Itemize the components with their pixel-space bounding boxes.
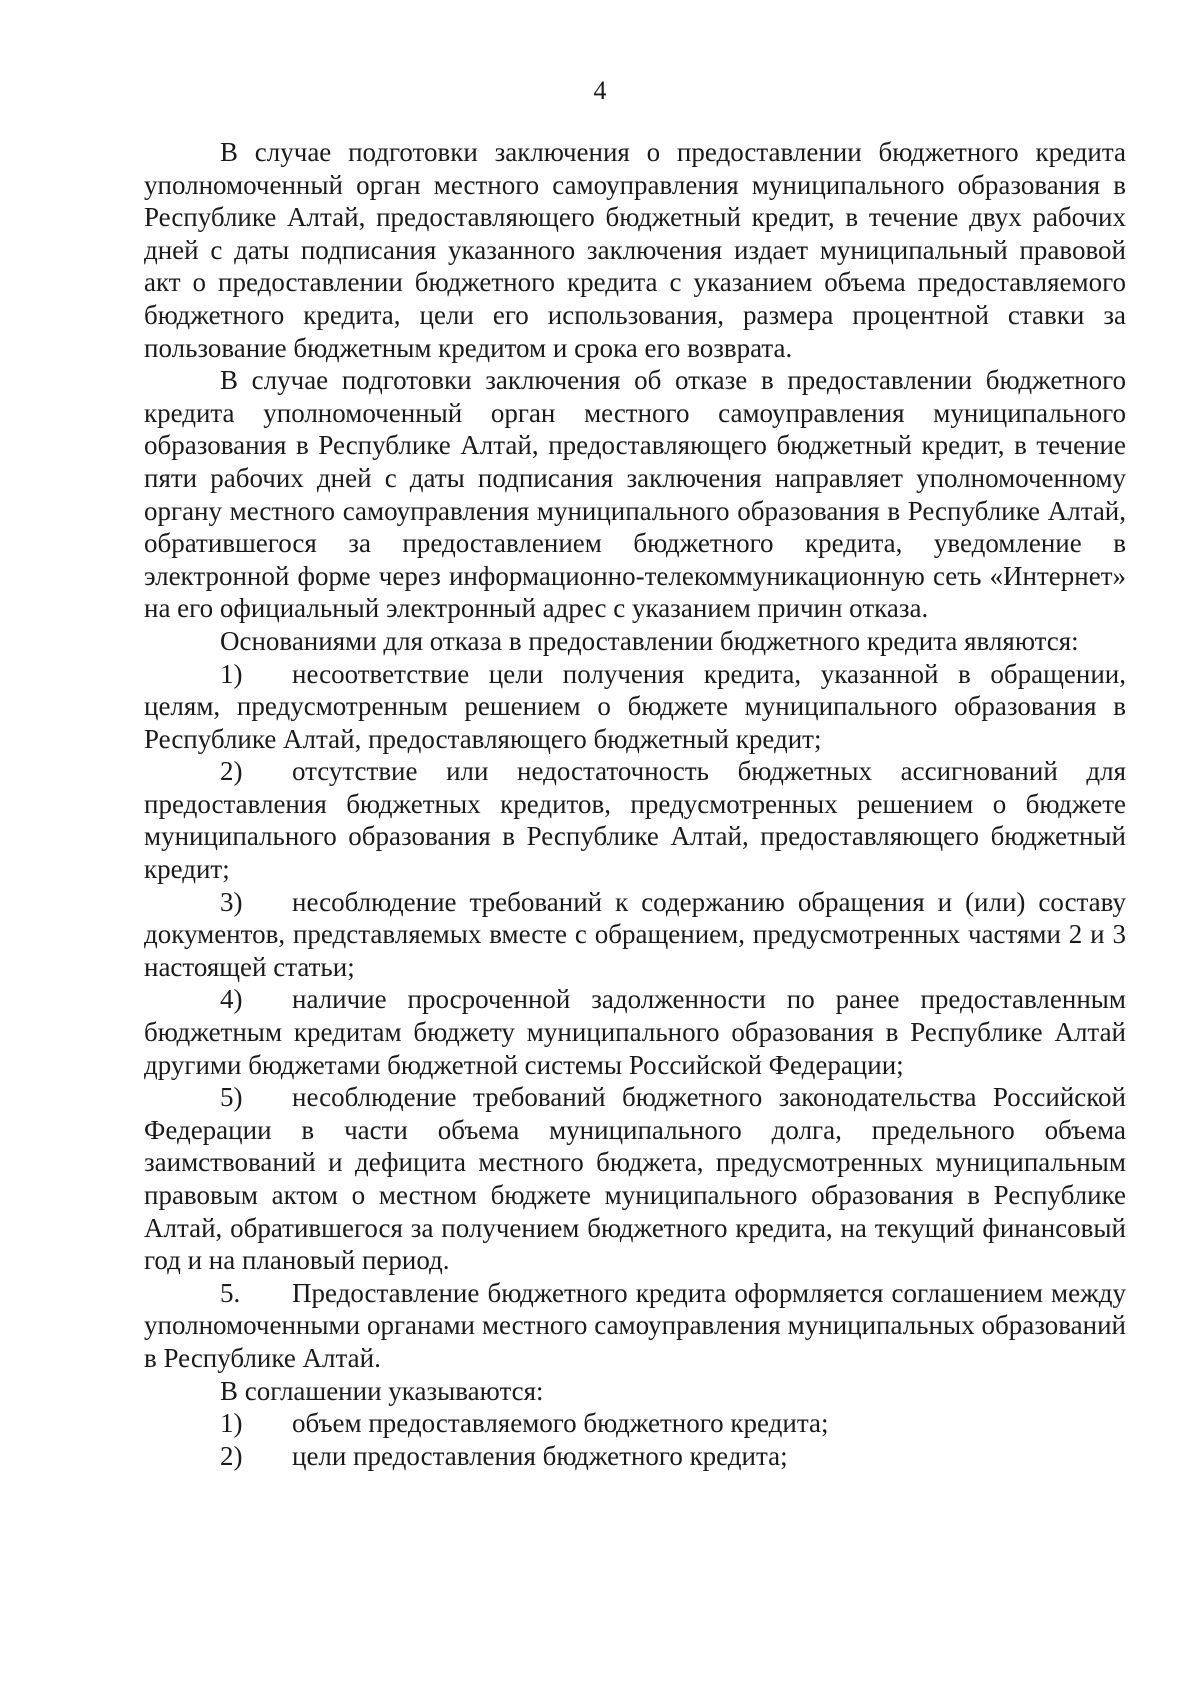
list-item xyxy=(144,983,1126,1081)
paragraph-text: В случае подготовки заключения об отказе в предоставлении бюджетного кредита уполномоченный орган местного самоуправления муниципального образования в Республике Алтай, предоставляющего бюджетный кредит, в течение пяти рабочих дней с даты подписания заключения направляет уполномоченному органу местного самоуправления муниципального образования в Республике Алтай, обратившегося за предоставлением бюджетного кредита, уведомление в электронной форме через информационно-телекоммуникационную сеть «Интернет» на его официальный электронный адрес с указанием причин отказа. xyxy=(144,365,1126,624)
list-item-number: 2) xyxy=(220,756,243,787)
paragraph xyxy=(144,364,1126,625)
list-item-text: несоблюдение требований бюджетного законодательства Российской Федерации в части объема муниципального долга, предельного объема заимствований и дефицита местного бюджета, предусмотренных муниципальным правовым актом о местном бюджете муниципального образования в Республике Алтай, обратившегося за получением бюджетного кредита, на текущий финансовый год и на плановый период. xyxy=(144,1082,1126,1276)
paragraph xyxy=(144,1375,1126,1408)
list-item-number: 2) xyxy=(220,1440,243,1471)
list-item xyxy=(144,1407,1126,1440)
list-item xyxy=(144,1081,1126,1277)
page-number: 4 xyxy=(593,76,607,105)
list-item xyxy=(144,1440,1126,1473)
list-item-text: несоответствие цели получения кредита, указанной в обращении, целям, предусмотренным решением о бюджете муниципального образования в Республике Алтай, предоставляющего бюджетный кредит; xyxy=(144,658,1126,754)
section-number: 5. xyxy=(220,1277,241,1308)
list-item-text: объем предоставляемого бюджетного кредита; xyxy=(292,1408,829,1439)
list-item xyxy=(144,886,1126,984)
list-item-number: 3) xyxy=(220,886,243,917)
paragraph xyxy=(144,625,1126,658)
paragraph-text: В соглашении указываются: xyxy=(220,1375,544,1406)
list-item-number: 1) xyxy=(220,658,243,689)
list-item-number: 4) xyxy=(220,984,243,1015)
paragraph-text: В случае подготовки заключения о предоставлении бюджетного кредита уполномоченный орган местного самоуправления муниципального образования в Республике Алтай, предоставляющего бюджетный кредит, в течение двух рабочих дней с даты подписания указанного заключения издает муниципальный правовой акт о предоставлении бюджетного кредита с указанием объема предоставляемого бюджетного кредита, цели его использования, размера процентной ставки за пользование бюджетным кредитом и срока его возврата. xyxy=(144,137,1126,363)
list-item xyxy=(144,658,1126,756)
section-paragraph xyxy=(144,1277,1126,1375)
list-item-text: цели предоставления бюджетного кредита; xyxy=(292,1440,788,1471)
paragraph-text: Основаниями для отказа в предоставлении бюджетного кредита являются: xyxy=(220,625,1079,656)
section-text: Предоставление бюджетного кредита оформляется соглашением между уполномоченными органами местного самоуправления муниципальных образований в Республике Алтай. xyxy=(144,1277,1126,1373)
paragraph xyxy=(144,136,1126,364)
document-body xyxy=(144,136,1126,1472)
list-item-text: несоблюдение требований к содержанию обращения и (или) составу документов, представляемых вместе с обращением, предусмотренных частями 2 и 3 настоящей статьи; xyxy=(144,886,1126,982)
list-item xyxy=(144,755,1126,885)
list-item-number: 5) xyxy=(220,1082,243,1113)
list-item-text: наличие просроченной задолженности по ранее предоставленным бюджетным кредитам бюджету муниципального образования в Республике Алтай другими бюджетами бюджетной системы Российской Федерации; xyxy=(144,984,1126,1080)
list-item-text: отсутствие или недостаточность бюджетных ассигнований для предоставления бюджетных кредитов, предусмотренных решением о бюджете муниципального образования в Республике Алтай, предоставляющего бюджетный кредит; xyxy=(144,756,1126,885)
list-item-number: 1) xyxy=(220,1408,243,1439)
